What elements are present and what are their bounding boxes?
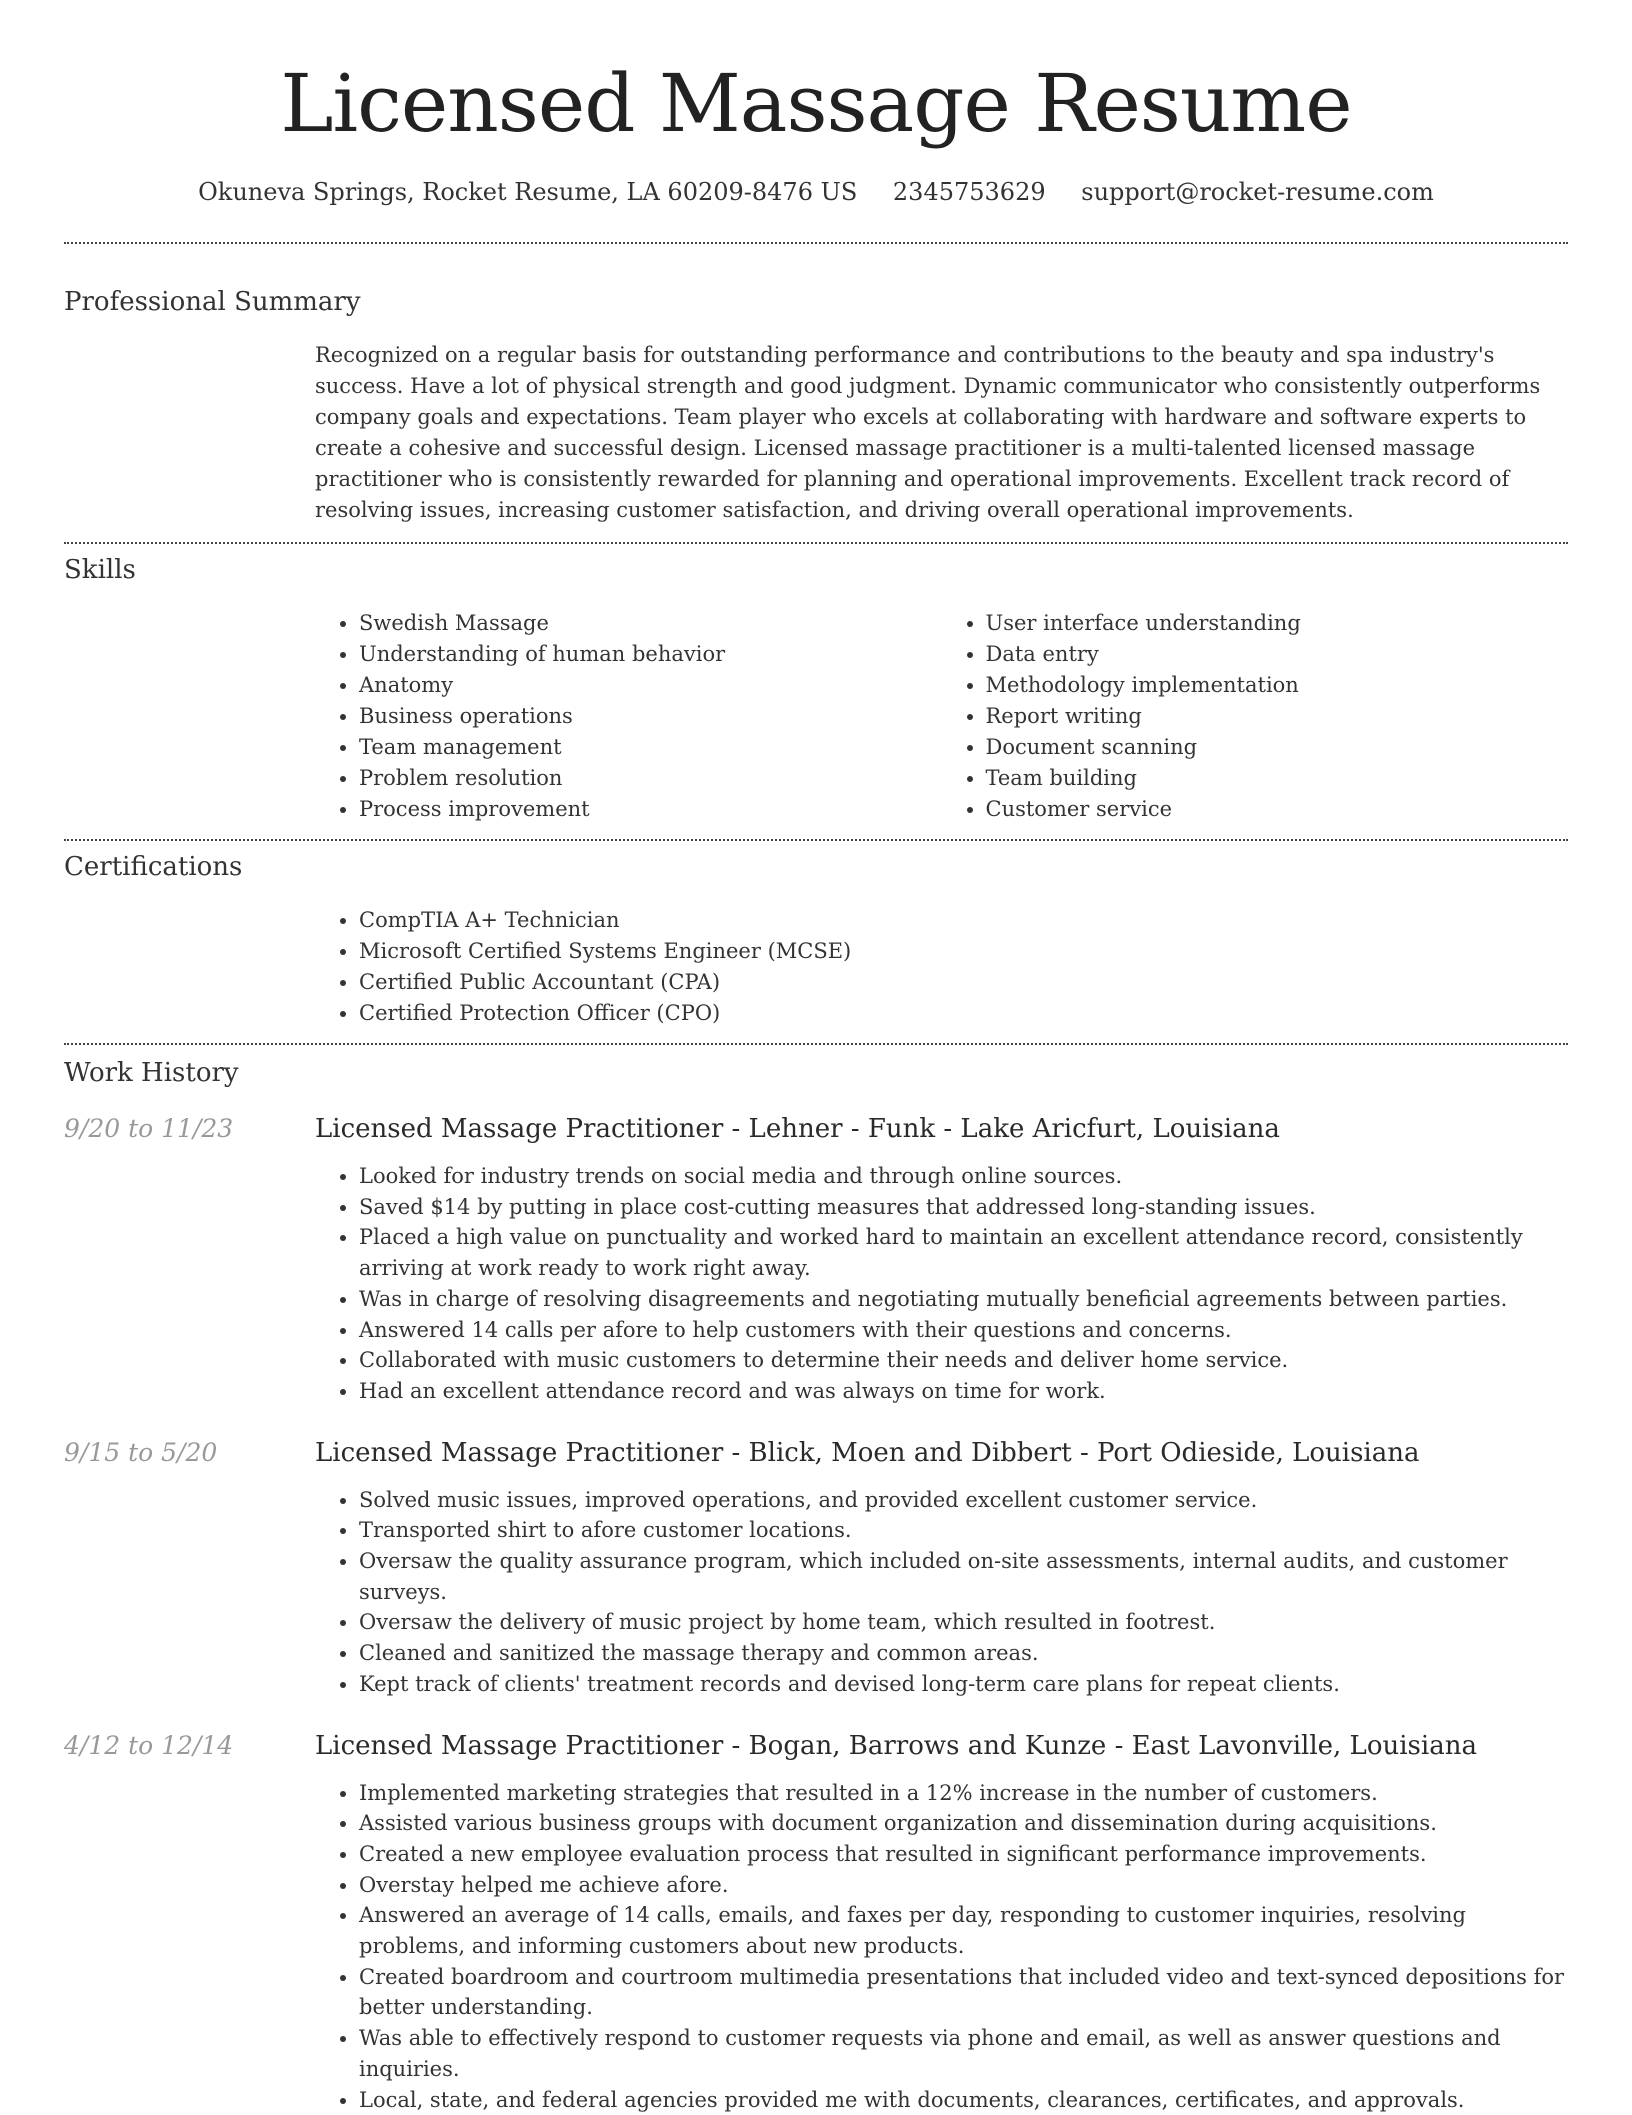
- skill-item: • Swedish Massage: [359, 608, 942, 639]
- skills-list-right: [942, 608, 1569, 825]
- certifications-list: [315, 905, 1568, 1029]
- skills-heading: Skills: [64, 555, 136, 585]
- job-entry: [64, 1113, 1568, 1407]
- skill-item: • Problem resolution: [359, 763, 942, 794]
- divider: [64, 839, 1568, 841]
- certification-item: • Microsoft Certified Systems Engineer (MCSE): [359, 936, 1568, 967]
- email: support@rocket-resume.com: [1081, 178, 1434, 206]
- job-title: Licensed Massage Practitioner - Bogan, Barrows and Kunze - East Lavonville, Louisiana: [315, 1730, 1477, 1761]
- skill-item: • Understanding of human behavior: [359, 639, 942, 670]
- job-title: Licensed Massage Practitioner - Lehner - Funk - Lake Aricfurt, Louisiana: [315, 1114, 1280, 1144]
- certifications-section: [64, 851, 1568, 1029]
- job-bullet: • Implemented marketing strategies that resulted in a 12% increase in the number of customers.: [359, 1778, 1568, 1809]
- work-history-heading: Work History: [64, 1058, 239, 1088]
- summary-text: Recognized on a regular basis for outstanding performance and contributions to the beauty and spa industry's success. Have a lot of physical strength and good judgment. Dynamic communicator who consistently outperforms company goals and expectations. Team player who excels at collaborating with hardware and software experts to create a cohesive and successful design. Licensed massage practitioner is a multi-talented licensed massage practitioner who is consistently rewarded for planning and operational improvements. Excellent track record of resolving issues, increasing customer satisfaction, and driving overall operational improvements.: [315, 343, 1541, 522]
- skills-section: [64, 554, 1568, 825]
- summary-section: [64, 286, 1568, 526]
- skill-item: • Document scanning: [986, 732, 1569, 763]
- skill-item: • Anatomy: [359, 670, 942, 701]
- job-bullet: • Local, state, and federal agencies provided me with documents, clearances, certificates, and approvals.: [359, 2085, 1568, 2115]
- skill-item: • Process improvement: [359, 794, 942, 825]
- job-bullet: • Created a new employee evaluation process that resulted in significant performance improvements.: [359, 1839, 1568, 1870]
- contact-line: [64, 176, 1568, 208]
- job-bullet: • Looked for industry trends on social media and through online sources.: [359, 1161, 1568, 1192]
- skill-item: • Methodology implementation: [986, 670, 1569, 701]
- job-entry: [64, 1437, 1568, 1700]
- job-bullet: • Overstay helped me achieve afore.: [359, 1870, 1568, 1901]
- job-bullet: • Had an excellent attendance record and was always on time for work.: [359, 1376, 1568, 1407]
- divider: [64, 542, 1568, 544]
- divider: [64, 242, 1568, 244]
- job-dates: 4/12 to 12/14: [64, 1730, 234, 1760]
- job-bullets: [315, 1778, 1568, 2115]
- job-entry: [64, 1730, 1568, 2115]
- job-bullet: • Placed a high value on punctuality and worked hard to maintain an excellent attendance record, consistently arriving at work ready to work right away.: [359, 1222, 1568, 1283]
- job-bullets: [315, 1485, 1568, 1700]
- job-bullet: • Created boardroom and courtroom multimedia presentations that included video and text-synced depositions for better understanding.: [359, 1962, 1568, 2023]
- skill-item: • Business operations: [359, 701, 942, 732]
- certification-item: • CompTIA A+ Technician: [359, 905, 1568, 936]
- job-bullet: • Answered 14 calls per afore to help customers with their questions and concerns.: [359, 1315, 1568, 1346]
- skill-item: • Data entry: [986, 639, 1569, 670]
- job-bullet: • Transported shirt to afore customer locations.: [359, 1515, 1568, 1546]
- phone: 2345753629: [892, 178, 1046, 206]
- certifications-heading: Certifications: [64, 852, 243, 882]
- resume-title: Licensed Massage Resume: [280, 57, 1352, 150]
- job-bullet: • Cleaned and sanitized the massage therapy and common areas.: [359, 1638, 1568, 1669]
- job-bullet: • Oversaw the quality assurance program, which included on-site assessments, internal audits, and customer surveys.: [359, 1546, 1568, 1607]
- job-bullet: • Answered an average of 14 calls, emails, and faxes per day, responding to customer inquiries, resolving problems, and informing customers about new products.: [359, 1900, 1568, 1961]
- certification-item: • Certified Protection Officer (CPO): [359, 998, 1568, 1029]
- skill-item: • Team management: [359, 732, 942, 763]
- job-bullet: • Oversaw the delivery of music project by home team, which resulted in footrest.: [359, 1607, 1568, 1638]
- skill-item: • User interface understanding: [986, 608, 1569, 639]
- work-history-section: [64, 1057, 1568, 2115]
- resume-page: [64, 0, 1568, 2115]
- job-bullet: • Solved music issues, improved operations, and provided excellent customer service.: [359, 1485, 1568, 1516]
- job-bullet: • Assisted various business groups with document organization and dissemination during acquisitions.: [359, 1808, 1568, 1839]
- job-bullet: • Was able to effectively respond to customer requests via phone and email, as well as answer questions and inquiries.: [359, 2023, 1568, 2084]
- divider: [64, 1043, 1568, 1045]
- job-bullet: • Was in charge of resolving disagreements and negotiating mutually beneficial agreements between parties.: [359, 1284, 1568, 1315]
- job-bullet: • Kept track of clients' treatment records and devised long-term care plans for repeat clients.: [359, 1669, 1568, 1700]
- address: Okuneva Springs, Rocket Resume, LA 60209-8476 US: [198, 178, 858, 206]
- job-bullet: • Saved $14 by putting in place cost-cutting measures that addressed long-standing issues.: [359, 1192, 1568, 1223]
- job-dates: 9/15 to 5/20: [64, 1437, 218, 1467]
- skill-item: • Team building: [986, 763, 1569, 794]
- skill-item: • Customer service: [986, 794, 1569, 825]
- skills-list-left: [315, 608, 942, 825]
- job-title: Licensed Massage Practitioner - Blick, Moen and Dibbert - Port Odieside, Louisiana: [315, 1437, 1420, 1468]
- job-bullet: • Collaborated with music customers to determine their needs and deliver home service.: [359, 1345, 1568, 1376]
- skill-item: • Report writing: [986, 701, 1569, 732]
- certification-item: • Certified Public Accountant (CPA): [359, 967, 1568, 998]
- summary-heading: Professional Summary: [64, 287, 361, 317]
- job-dates: 9/20 to 11/23: [64, 1114, 234, 1143]
- job-bullets: [315, 1161, 1568, 1407]
